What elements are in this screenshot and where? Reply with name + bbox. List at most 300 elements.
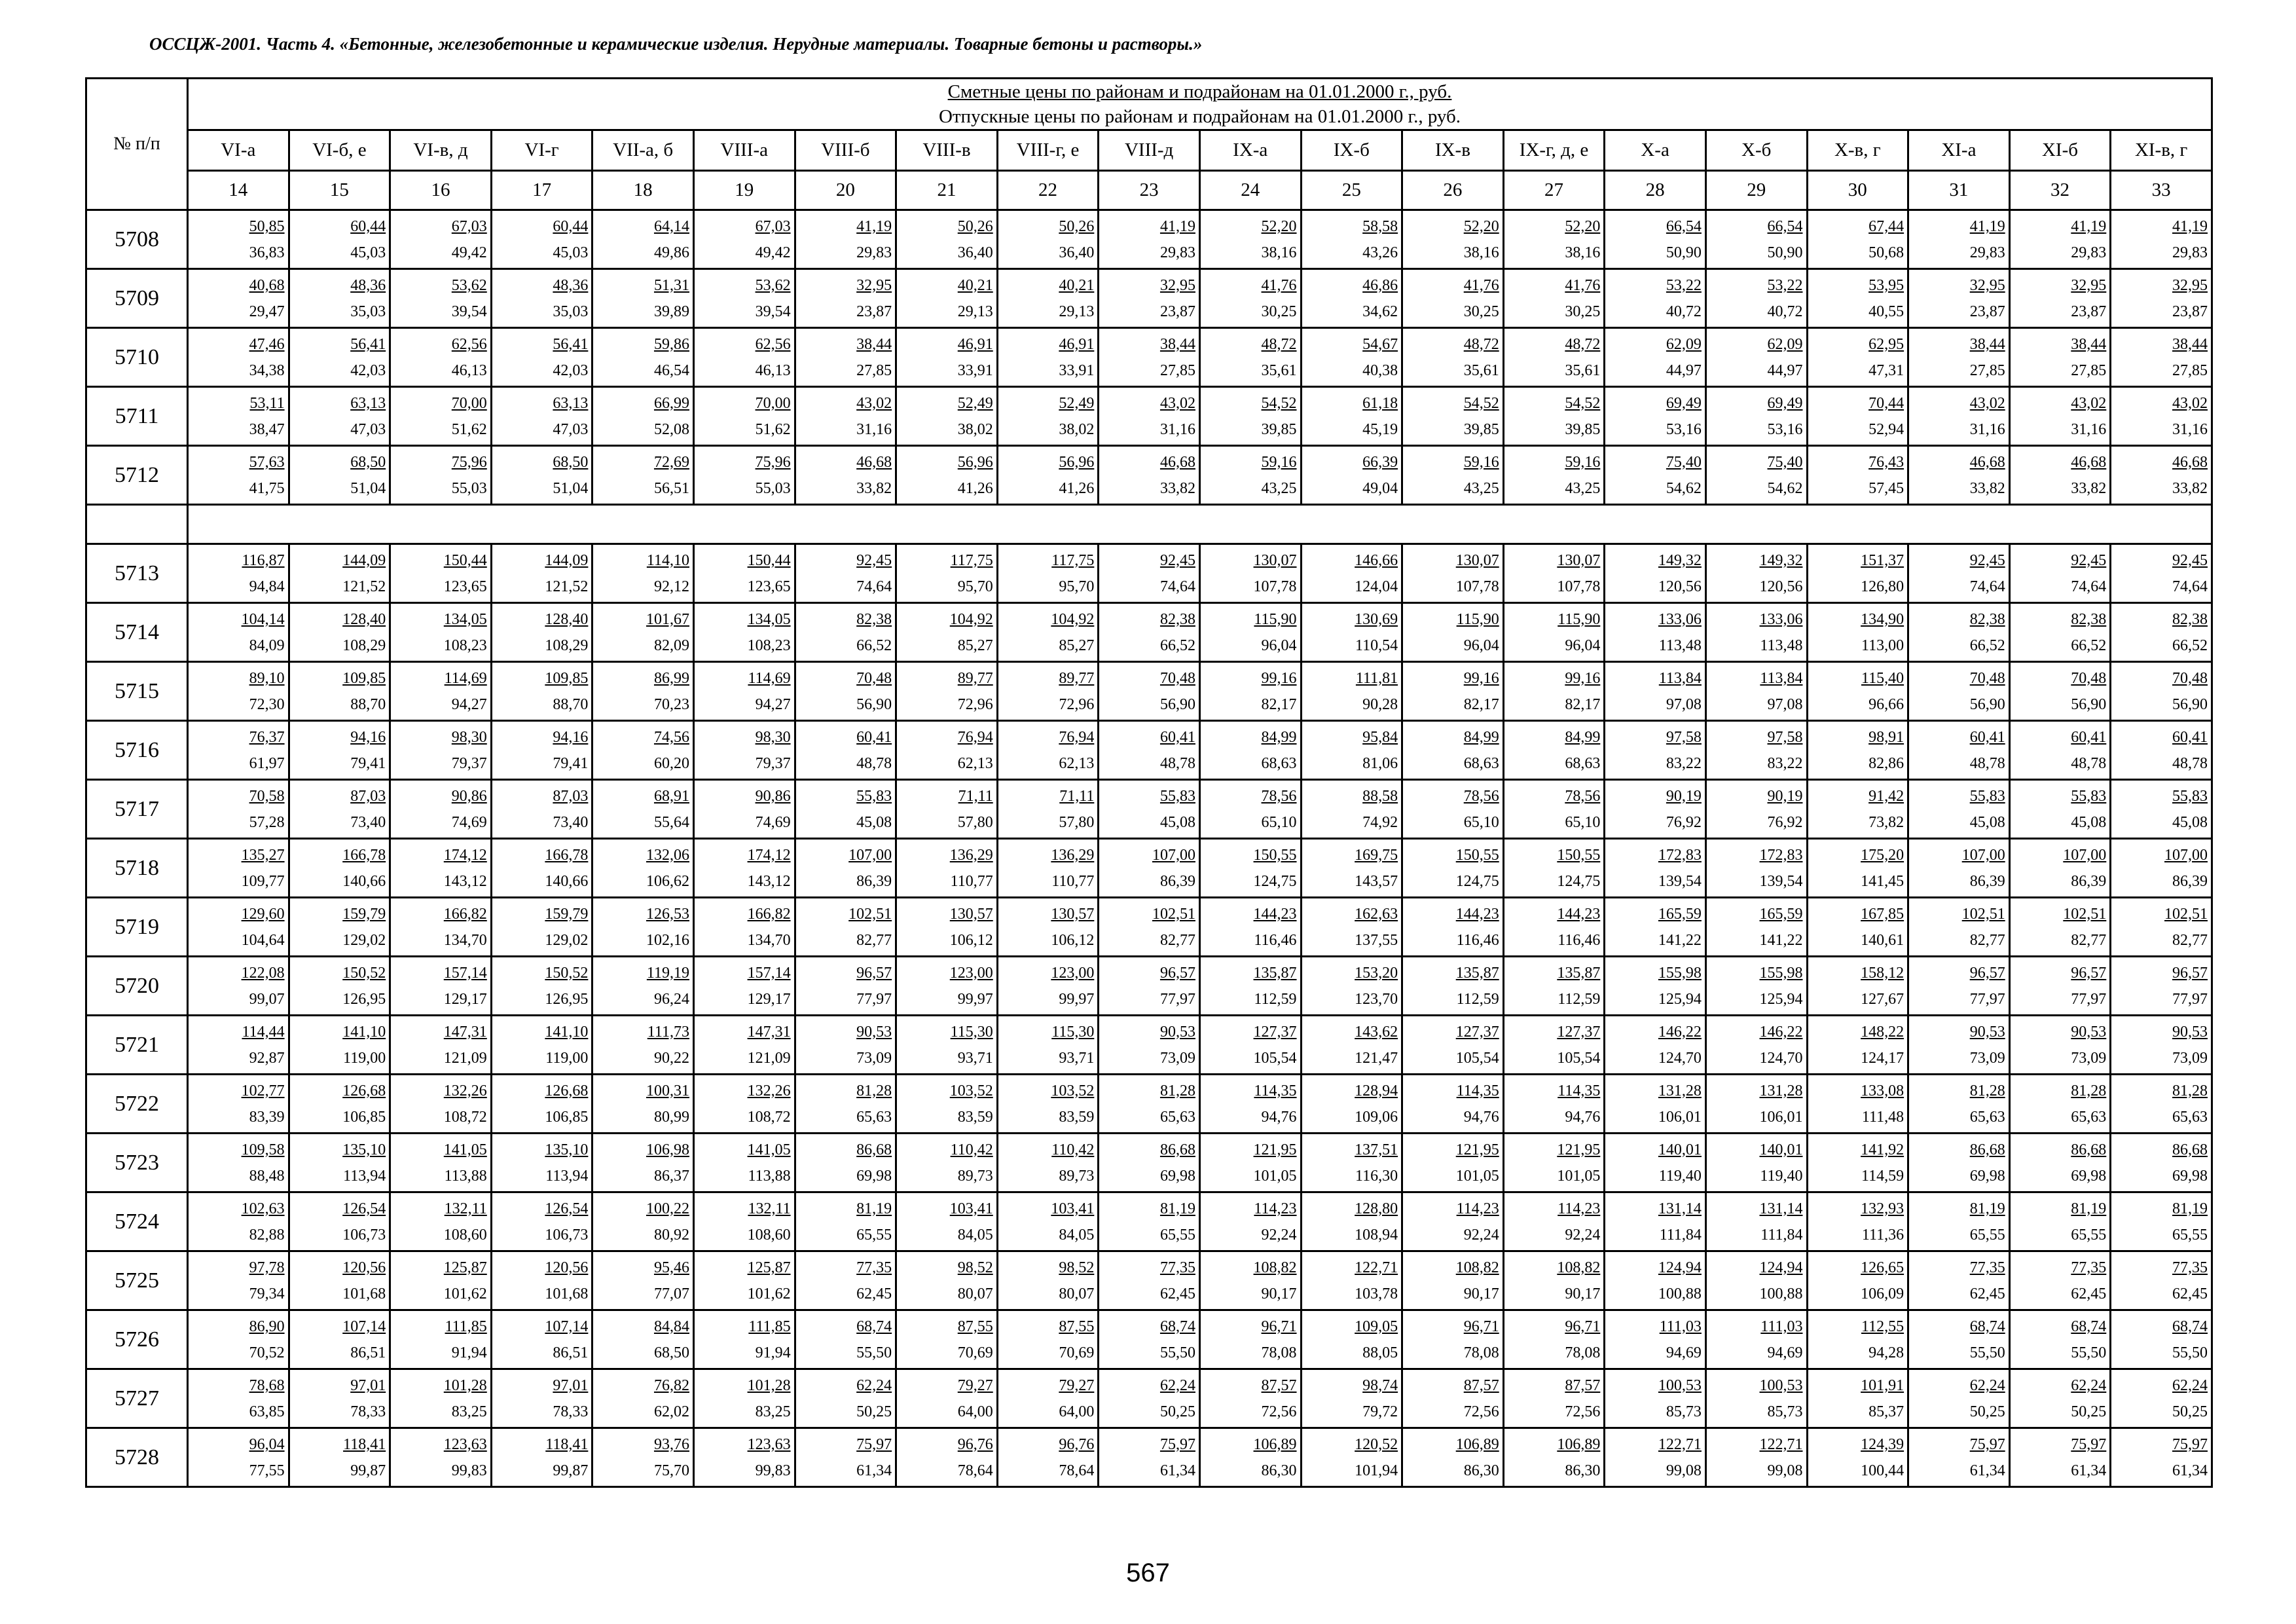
release-price: 94,76 [1463, 1108, 1499, 1126]
price-cell [795, 662, 896, 721]
estimate-price: 38,44 [1159, 335, 1195, 353]
estimate-price: 55,83 [856, 787, 892, 805]
region-header: IX-а [1199, 130, 1301, 171]
price-cell [289, 1428, 390, 1487]
release-price: 99,08 [1767, 1462, 1803, 1479]
estimate-price: 130,07 [1455, 551, 1499, 569]
price-cell [1199, 1251, 1301, 1310]
release-price: 109,77 [241, 872, 285, 890]
release-price: 65,63 [1159, 1108, 1195, 1126]
price-cell [795, 1134, 896, 1192]
price-cell [289, 269, 390, 328]
release-price: 39,85 [1463, 420, 1499, 438]
release-price: 124,75 [1557, 872, 1601, 890]
release-price: 106,62 [646, 872, 689, 890]
price-cell [289, 780, 390, 839]
release-price: 43,25 [1463, 479, 1499, 497]
price-cell [1402, 1428, 1504, 1487]
price-cell [1807, 1369, 1908, 1428]
estimate-price: 134,05 [443, 610, 487, 628]
release-price: 44,97 [1767, 361, 1803, 379]
estimate-price: 95,46 [653, 1259, 689, 1276]
price-cell [693, 721, 795, 780]
table-row [86, 1016, 2212, 1075]
estimate-price: 66,99 [653, 394, 689, 412]
estimate-price: 133,06 [1759, 610, 1803, 628]
price-cell [1402, 957, 1504, 1016]
item-code: 5708 [86, 210, 188, 269]
price-cell [693, 1310, 795, 1369]
estimate-price: 96,57 [2071, 964, 2107, 982]
item-code: 5724 [86, 1192, 188, 1251]
price-cell [1605, 957, 1706, 1016]
price-cell [1807, 780, 1908, 839]
release-price: 56,51 [653, 479, 689, 497]
release-price: 140,66 [545, 872, 589, 890]
estimate-price: 121,95 [1455, 1141, 1499, 1158]
price-cell [1807, 544, 1908, 603]
release-price: 34,62 [1362, 303, 1398, 320]
price-cell [1705, 269, 1807, 328]
release-price: 35,61 [1261, 361, 1297, 379]
estimate-price: 155,98 [1759, 964, 1803, 982]
release-price: 88,48 [249, 1167, 285, 1185]
price-cell [188, 269, 289, 328]
release-price: 85,73 [1666, 1403, 1702, 1420]
estimate-price: 108,82 [1253, 1259, 1297, 1276]
estimate-price: 32,95 [1969, 276, 2005, 294]
row-number-header: № п/п [86, 79, 188, 210]
estimate-price: 60,44 [350, 217, 386, 235]
estimate-price: 62,09 [1767, 335, 1803, 353]
estimate-price: 109,85 [545, 669, 589, 687]
estimate-price: 101,28 [747, 1376, 791, 1394]
release-price: 106,73 [342, 1226, 386, 1244]
table-row [86, 780, 2212, 839]
price-cell [795, 1016, 896, 1075]
release-price: 101,62 [443, 1285, 487, 1302]
estimate-price: 86,99 [653, 669, 689, 687]
estimate-price: 38,44 [856, 335, 892, 353]
estimate-price: 96,04 [249, 1435, 285, 1453]
estimate-price: 78,56 [1261, 787, 1297, 805]
estimate-price: 129,60 [241, 905, 285, 923]
release-price: 72,56 [1565, 1403, 1601, 1420]
estimate-price: 113,84 [1760, 669, 1803, 687]
release-price: 78,08 [1463, 1344, 1499, 1361]
release-price: 45,08 [1969, 813, 2005, 831]
estimate-price: 141,05 [747, 1141, 791, 1158]
release-price: 110,77 [1051, 872, 1095, 890]
estimate-price: 111,85 [445, 1318, 487, 1335]
price-cell [1503, 839, 1605, 898]
estimate-price: 84,84 [653, 1318, 689, 1335]
price-cell [491, 839, 592, 898]
release-price: 45,08 [2172, 813, 2208, 831]
column-number-row [86, 171, 2212, 210]
release-price: 83,59 [1059, 1108, 1095, 1126]
price-cell [693, 603, 795, 662]
release-price: 70,23 [653, 695, 689, 713]
estimate-price: 62,24 [1969, 1376, 2005, 1394]
release-price: 80,99 [653, 1108, 689, 1126]
price-cell [1099, 446, 1200, 505]
release-price: 73,09 [1159, 1049, 1195, 1067]
estimate-price: 82,38 [1969, 610, 2005, 628]
release-price: 70,69 [1059, 1344, 1095, 1361]
price-cell [997, 446, 1099, 505]
release-price: 84,05 [957, 1226, 993, 1244]
estimate-price: 81,28 [2071, 1082, 2107, 1099]
estimate-price: 75,96 [451, 453, 487, 471]
release-price: 65,55 [1969, 1226, 2005, 1244]
estimate-price: 172,83 [1759, 846, 1803, 864]
price-cell [1807, 898, 1908, 957]
release-price: 106,09 [1861, 1285, 1904, 1302]
release-price: 105,54 [1253, 1049, 1297, 1067]
price-cell [289, 1075, 390, 1134]
page-header: ОССЦЖ-2001. Часть 4. «Бетонные, железобетонные и керамические изделия. Нерудные материалы. Товарные бетоны и растворы.» [149, 34, 1203, 54]
item-code: 5728 [86, 1428, 188, 1487]
price-cell [491, 269, 592, 328]
release-price: 94,69 [1666, 1344, 1702, 1361]
price-cell [1705, 210, 1807, 269]
price-cell [2111, 780, 2212, 839]
estimate-price: 128,80 [1355, 1200, 1398, 1217]
price-cell [1908, 1428, 2010, 1487]
estimate-price: 107,14 [342, 1318, 386, 1335]
price-cell [1503, 269, 1605, 328]
price-cell [997, 839, 1099, 898]
release-price: 113,48 [1658, 637, 1702, 654]
table-row [86, 1428, 2212, 1487]
release-price: 39,85 [1565, 420, 1601, 438]
price-cell [1301, 1369, 1402, 1428]
release-price: 103,78 [1355, 1285, 1398, 1302]
price-cell [2111, 1428, 2212, 1487]
estimate-price: 62,24 [1159, 1376, 1195, 1394]
release-price: 74,64 [856, 578, 892, 595]
release-price: 74,92 [1362, 813, 1398, 831]
price-cell [2009, 1134, 2111, 1192]
release-price: 86,39 [2071, 872, 2107, 890]
release-price: 69,98 [2172, 1167, 2208, 1185]
price-cell [592, 387, 694, 446]
release-price: 77,55 [249, 1462, 285, 1479]
estimate-price: 57,63 [249, 453, 285, 471]
estimate-price: 131,28 [1658, 1082, 1702, 1099]
price-cell [1503, 544, 1605, 603]
estimate-price: 167,85 [1861, 905, 1904, 923]
price-cell [1199, 1016, 1301, 1075]
estimate-price: 68,74 [1969, 1318, 2005, 1335]
price-cell [1705, 721, 1807, 780]
release-price: 29,83 [1969, 244, 2005, 261]
estimate-price: 52,49 [957, 394, 993, 412]
estimate-price: 123,00 [949, 964, 993, 982]
price-cell [1705, 328, 1807, 387]
release-price: 72,96 [1059, 695, 1095, 713]
release-price: 92,87 [249, 1049, 285, 1067]
table-row [86, 1310, 2212, 1369]
estimate-price: 131,14 [1658, 1200, 1702, 1217]
estimate-price: 97,58 [1767, 728, 1803, 746]
estimate-price: 66,54 [1767, 217, 1803, 235]
estimate-price: 81,28 [856, 1082, 892, 1099]
price-cell [289, 721, 390, 780]
release-price: 42,03 [553, 361, 589, 379]
release-price: 79,41 [553, 754, 589, 772]
price-cell [1908, 957, 2010, 1016]
item-code: 5717 [86, 780, 188, 839]
price-cell [289, 387, 390, 446]
release-price: 120,56 [1759, 578, 1803, 595]
region-header: XI-в, г [2111, 130, 2212, 171]
price-cell [896, 957, 998, 1016]
release-price: 143,12 [443, 872, 487, 890]
release-price: 121,47 [1355, 1049, 1398, 1067]
release-price: 48,78 [2071, 754, 2107, 772]
release-price: 81,06 [1362, 754, 1398, 772]
item-code: 5713 [86, 544, 188, 603]
estimate-price: 114,35 [1456, 1082, 1499, 1099]
release-price: 29,83 [1159, 244, 1195, 261]
release-price: 82,86 [1868, 754, 1904, 772]
price-cell [1807, 1075, 1908, 1134]
price-cell [1199, 210, 1301, 269]
price-cell [188, 780, 289, 839]
release-price: 49,04 [1362, 479, 1398, 497]
price-cell [592, 210, 694, 269]
price-cell [1503, 1016, 1605, 1075]
estimate-price: 115,30 [950, 1023, 993, 1041]
estimate-price: 169,75 [1355, 846, 1398, 864]
price-cell [289, 603, 390, 662]
item-code: 5726 [86, 1310, 188, 1369]
price-cell [2009, 1428, 2111, 1487]
estimate-price: 130,57 [1051, 905, 1095, 923]
release-price: 108,23 [747, 637, 791, 654]
estimate-price: 108,82 [1557, 1259, 1601, 1276]
estimate-price: 107,00 [2063, 846, 2107, 864]
price-cell [491, 446, 592, 505]
estimate-price: 41,76 [1463, 276, 1499, 294]
release-price: 124,75 [1455, 872, 1499, 890]
release-price: 99,97 [957, 990, 993, 1008]
release-price: 35,61 [1565, 361, 1601, 379]
release-price: 31,16 [2071, 420, 2107, 438]
estimate-price: 106,89 [1455, 1435, 1499, 1453]
release-price: 134,70 [443, 931, 487, 949]
estimate-price: 84,99 [1261, 728, 1297, 746]
release-price: 80,07 [957, 1285, 993, 1302]
estimate-price: 75,97 [1159, 1435, 1195, 1453]
estimate-price: 111,81 [1355, 669, 1398, 687]
estimate-price: 38,44 [1969, 335, 2005, 353]
column-number: 30 [1807, 171, 1908, 210]
price-cell [1402, 544, 1504, 603]
estimate-price: 40,21 [1059, 276, 1095, 294]
release-price: 35,03 [553, 303, 589, 320]
release-price: 27,85 [1159, 361, 1195, 379]
release-price: 48,78 [1969, 754, 2005, 772]
estimate-price: 46,68 [2071, 453, 2107, 471]
estimate-price: 153,20 [1355, 964, 1398, 982]
estimate-price: 89,77 [1059, 669, 1095, 687]
estimate-price: 50,85 [249, 217, 285, 235]
price-cell [491, 1310, 592, 1369]
estimate-price: 84,99 [1565, 728, 1601, 746]
price-cell [1807, 210, 1908, 269]
estimate-price: 87,57 [1261, 1376, 1297, 1394]
release-price: 116,30 [1355, 1167, 1398, 1185]
price-cell [2111, 898, 2212, 957]
estimate-price: 71,11 [1059, 787, 1095, 805]
release-price: 86,39 [1969, 872, 2005, 890]
release-price: 38,16 [1261, 244, 1297, 261]
release-price: 140,61 [1861, 931, 1904, 949]
release-price: 39,54 [755, 303, 791, 320]
estimate-price: 81,28 [1969, 1082, 2005, 1099]
price-cell [2111, 446, 2212, 505]
release-price: 111,36 [1861, 1226, 1904, 1244]
price-cell [2009, 603, 2111, 662]
release-price: 94,84 [249, 578, 285, 595]
price-cell [1301, 210, 1402, 269]
estimate-price: 78,56 [1565, 787, 1601, 805]
estimate-price: 77,35 [2172, 1259, 2208, 1276]
release-price: 86,51 [350, 1344, 386, 1361]
price-cell [896, 1251, 998, 1310]
estimate-price: 75,97 [2172, 1435, 2208, 1453]
price-cell [390, 1134, 492, 1192]
release-price: 76,92 [1666, 813, 1702, 831]
price-cell [491, 898, 592, 957]
estimate-price: 62,09 [1666, 335, 1702, 353]
price-cell [896, 210, 998, 269]
table-row [86, 839, 2212, 898]
estimate-price: 106,89 [1253, 1435, 1297, 1453]
release-price: 85,27 [1059, 637, 1095, 654]
region-header: VIII-в [896, 130, 998, 171]
price-cell [390, 780, 492, 839]
estimate-price: 107,00 [2164, 846, 2208, 864]
estimate-price: 144,23 [1557, 905, 1601, 923]
release-price: 55,03 [755, 479, 791, 497]
estimate-price: 77,35 [2071, 1259, 2107, 1276]
price-cell [289, 1016, 390, 1075]
estimate-price: 101,67 [646, 610, 689, 628]
release-price: 126,95 [545, 990, 589, 1008]
item-code: 5720 [86, 957, 188, 1016]
release-price: 56,90 [1969, 695, 2005, 713]
price-cell [1402, 721, 1504, 780]
estimate-price: 165,59 [1658, 905, 1702, 923]
price-cell [1503, 387, 1605, 446]
release-price: 29,83 [856, 244, 892, 261]
price-cell [896, 1016, 998, 1075]
release-price: 62,02 [653, 1403, 689, 1420]
estimate-price: 92,45 [2172, 551, 2208, 569]
release-price: 33,82 [856, 479, 892, 497]
estimate-price: 117,75 [1051, 551, 1095, 569]
price-cell [1605, 1134, 1706, 1192]
estimate-price: 86,68 [1969, 1141, 2005, 1158]
price-cell [289, 210, 390, 269]
estimate-price: 70,58 [249, 787, 285, 805]
release-price: 55,50 [2071, 1344, 2107, 1361]
price-cell [2111, 328, 2212, 387]
separator-cell [86, 505, 188, 544]
price-cell [2111, 210, 2212, 269]
price-cell [997, 721, 1099, 780]
release-price: 33,82 [1159, 479, 1195, 497]
price-cell [1301, 544, 1402, 603]
estimate-price: 69,49 [1767, 394, 1803, 412]
price-cell [289, 1251, 390, 1310]
release-price: 100,88 [1759, 1285, 1803, 1302]
estimate-price: 89,10 [249, 669, 285, 687]
release-price: 113,94 [343, 1167, 386, 1185]
estimate-price: 96,57 [2172, 964, 2208, 982]
estimate-price: 101,91 [1861, 1376, 1904, 1394]
release-price: 36,40 [957, 244, 993, 261]
release-price: 78,64 [1059, 1462, 1095, 1479]
price-cell [592, 721, 694, 780]
table-row [86, 1134, 2212, 1192]
release-price: 82,77 [2172, 931, 2208, 949]
price-cell [1908, 839, 2010, 898]
column-number: 21 [896, 171, 998, 210]
estimate-price: 114,23 [1558, 1200, 1601, 1217]
price-cell [1705, 1016, 1807, 1075]
release-price: 49,42 [755, 244, 791, 261]
price-cell [1503, 1192, 1605, 1251]
estimate-price: 66,39 [1362, 453, 1398, 471]
price-cell [390, 446, 492, 505]
price-cell [1503, 898, 1605, 957]
release-price: 66,52 [1159, 637, 1195, 654]
estimate-price: 60,41 [856, 728, 892, 746]
estimate-price: 115,90 [1558, 610, 1601, 628]
estimate-price: 102,77 [241, 1082, 285, 1099]
estimate-price: 52,20 [1261, 217, 1297, 235]
price-cell [997, 780, 1099, 839]
price-cell [2111, 957, 2212, 1016]
release-price: 94,76 [1565, 1108, 1601, 1126]
estimate-price: 66,54 [1666, 217, 1702, 235]
release-price: 30,25 [1261, 303, 1297, 320]
price-cell [1503, 721, 1605, 780]
estimate-price: 126,53 [646, 905, 689, 923]
estimate-price: 140,01 [1759, 1141, 1803, 1158]
estimate-price: 136,29 [1051, 846, 1095, 864]
release-price: 65,63 [1969, 1108, 2005, 1126]
price-cell [1807, 1251, 1908, 1310]
price-cell [1807, 839, 1908, 898]
price-cell [1099, 721, 1200, 780]
estimate-price: 63,13 [553, 394, 589, 412]
release-price: 27,85 [2071, 361, 2107, 379]
estimate-price: 98,52 [1059, 1259, 1095, 1276]
release-price: 93,71 [1059, 1049, 1095, 1067]
release-price: 126,95 [342, 990, 386, 1008]
estimate-price: 59,16 [1463, 453, 1499, 471]
release-price: 134,70 [747, 931, 791, 949]
release-price: 121,52 [342, 578, 386, 595]
price-cell [693, 446, 795, 505]
release-price: 72,56 [1463, 1403, 1499, 1420]
